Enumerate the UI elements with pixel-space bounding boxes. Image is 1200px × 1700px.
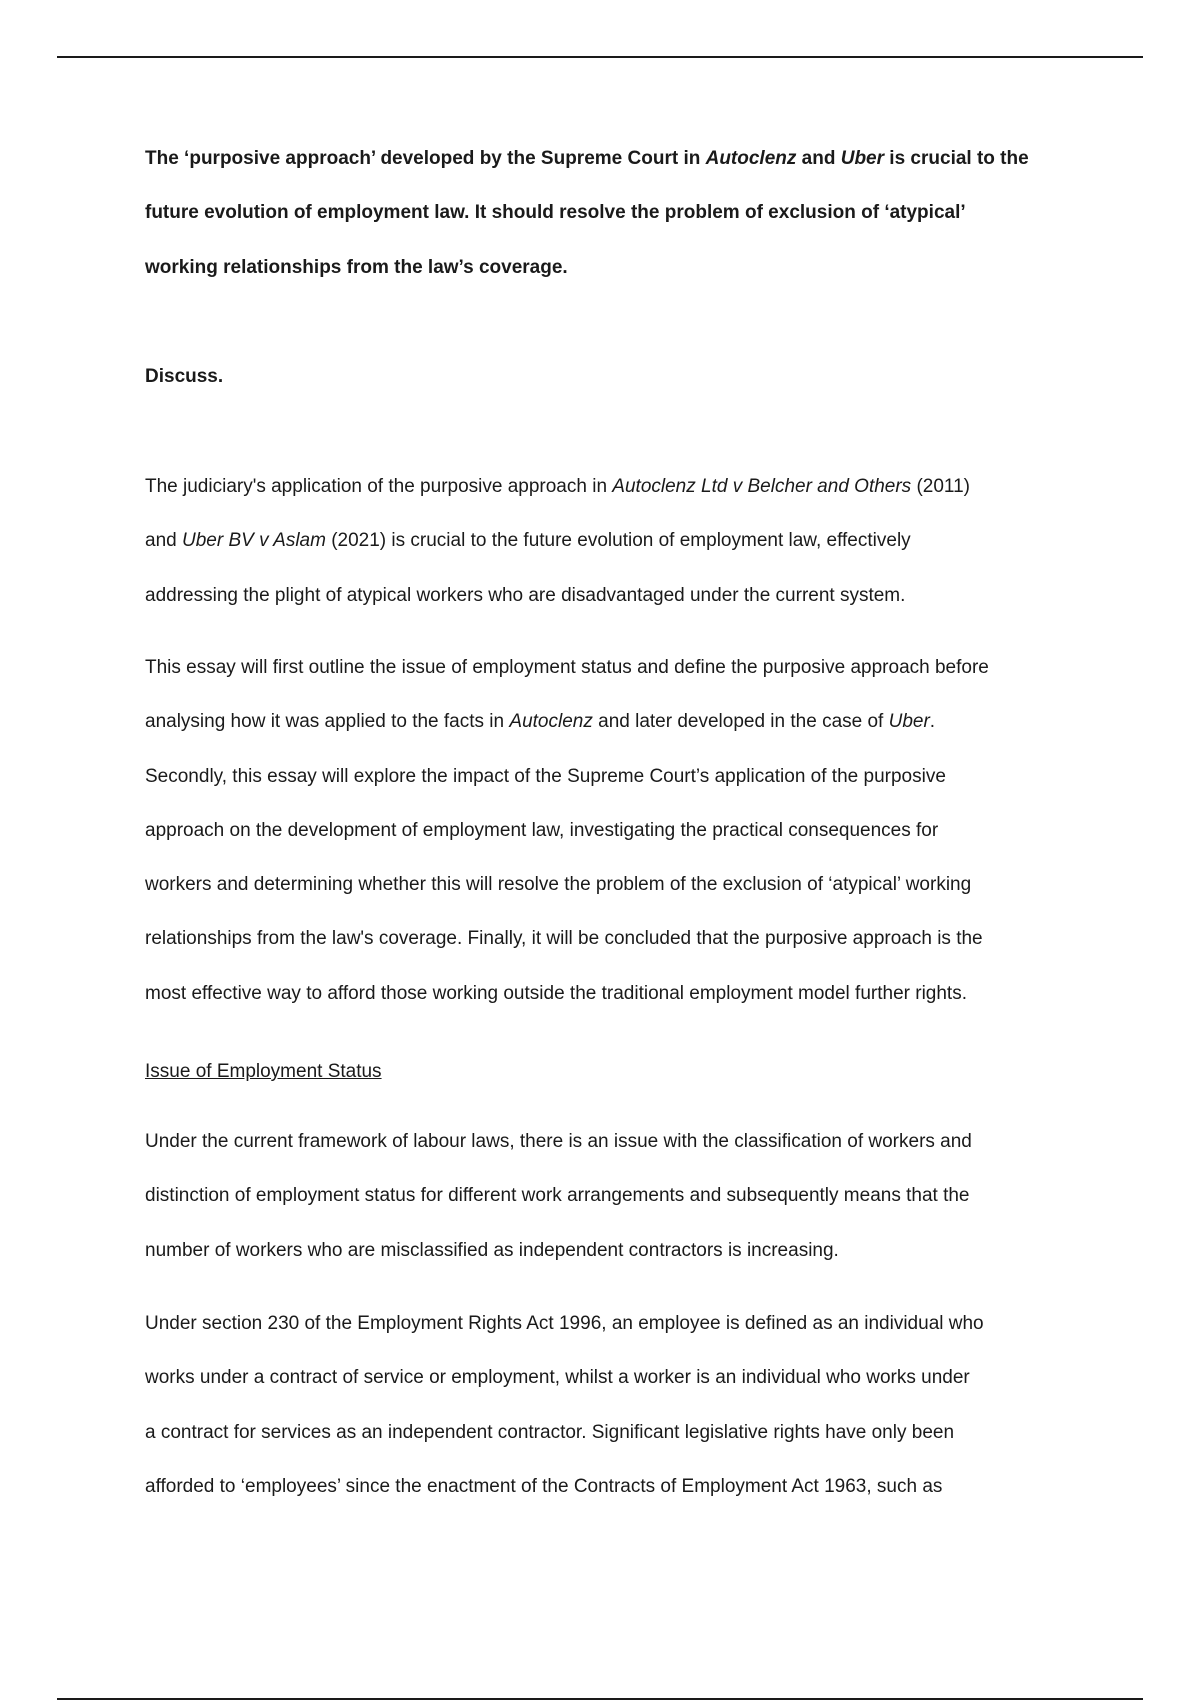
question-text: and bbox=[796, 148, 841, 169]
discuss-instruction: Discuss. bbox=[145, 366, 224, 387]
question-line: working relationships from the law’s coverage. bbox=[145, 256, 568, 278]
question-line bbox=[145, 132, 1090, 186]
paragraph-line: distinction of employment status for different work arrangements and subsequently means that the bbox=[145, 1185, 970, 1207]
body-text: . bbox=[929, 711, 936, 733]
case-name: Uber bbox=[840, 148, 885, 169]
question-text: The ‘purposive approach’ developed by the Supreme Court in bbox=[145, 148, 706, 169]
paragraph-line: approach on the development of employment law, investigating the practical consequences for bbox=[145, 819, 939, 841]
question-text: is crucial to the bbox=[884, 148, 1029, 169]
case-name: Uber BV v Aslam bbox=[181, 530, 326, 552]
body-text: (2011) bbox=[911, 476, 970, 497]
body-text: The judiciary's application of the purposive approach in bbox=[145, 476, 613, 497]
paragraph-line: workers and determining whether this will resolve the problem of the exclusion of ‘atypical’ working bbox=[145, 874, 972, 896]
body-text: and bbox=[145, 530, 182, 552]
paragraph-line bbox=[145, 695, 1090, 749]
paragraph-line: afforded to ‘employees’ since the enactment of the Contracts of Employment Act 1963, such as bbox=[145, 1475, 943, 1497]
outline-paragraph bbox=[145, 641, 1090, 1021]
paragraph-line: works under a contract of service or employment, whilst a worker is an individual who works under bbox=[145, 1367, 970, 1389]
paragraph-line: Secondly, this essay will explore the impact of the Supreme Court’s application of the purposive bbox=[145, 765, 946, 787]
intro-paragraph bbox=[145, 460, 1090, 623]
header-rule bbox=[57, 56, 1143, 58]
paragraph-line: number of workers who are misclassified as independent contractors is increasing. bbox=[145, 1239, 839, 1261]
body-text: analysing how it was applied to the facts in bbox=[145, 711, 510, 733]
paragraph-line: addressing the plight of atypical workers who are disadvantaged under the current system. bbox=[145, 584, 906, 606]
section-heading: Issue of Employment Status bbox=[145, 1061, 382, 1082]
paragraph-line: a contract for services as an independent contractor. Significant legislative rights have only been bbox=[145, 1421, 955, 1443]
paragraph-line: Under section 230 of the Employment Rights Act 1996, an employee is defined as an individual who bbox=[145, 1313, 984, 1334]
case-name: Autoclenz bbox=[705, 148, 797, 169]
case-name: Uber bbox=[888, 711, 930, 733]
paragraph-line bbox=[145, 514, 1090, 568]
body-text: and later developed in the case of bbox=[592, 711, 889, 733]
paragraph-line: most effective way to afford those working outside the traditional employment model further rights. bbox=[145, 982, 967, 1004]
paragraph-line: relationships from the law's coverage. Finally, it will be concluded that the purposive approach is the bbox=[145, 928, 983, 950]
case-name: Autoclenz Ltd v Belcher and Others bbox=[612, 476, 912, 497]
paragraph-line: Under the current framework of labour laws, there is an issue with the classification of workers and bbox=[145, 1131, 972, 1152]
framework-paragraph bbox=[145, 1115, 1090, 1278]
body-text: (2021) is crucial to the future evolution of employment law, effectively bbox=[325, 530, 911, 552]
paragraph-line bbox=[145, 460, 1090, 514]
statute-paragraph bbox=[145, 1297, 1090, 1514]
case-name: Autoclenz bbox=[509, 711, 593, 733]
paragraph-line: This essay will first outline the issue of employment status and define the purposive approach before bbox=[145, 657, 989, 678]
essay-question bbox=[145, 132, 1090, 295]
question-line: future evolution of employment law. It should resolve the problem of exclusion of ‘atypical’ bbox=[145, 202, 966, 224]
